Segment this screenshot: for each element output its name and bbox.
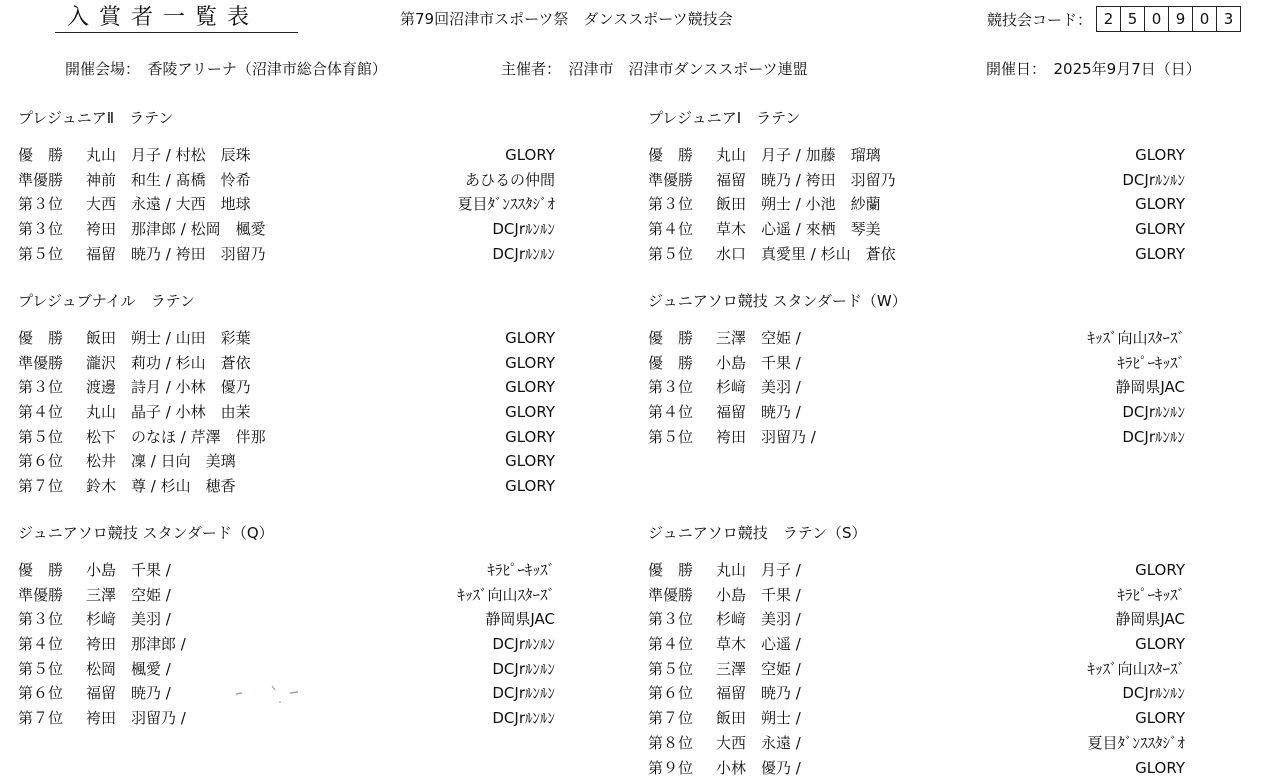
competitor-names: 丸山 月子 / — [716, 558, 801, 582]
placing-label: 第７位 — [18, 706, 63, 730]
club-name: GLORY — [1135, 706, 1185, 730]
result-row — [648, 657, 1185, 682]
results-list — [648, 558, 1185, 780]
competitor-names: 福留 暁乃 / — [86, 681, 171, 705]
results-list — [18, 143, 555, 266]
section-title: ジュニアソロ競技 スタンダード（Q） — [18, 522, 555, 544]
competitor-names: 大西 永遠 / — [716, 731, 801, 755]
result-row — [18, 558, 555, 583]
section-title: ジュニアソロ競技 スタンダード（W） — [648, 290, 1185, 312]
placing-label: 第７位 — [18, 474, 63, 498]
result-row — [18, 607, 555, 632]
competition-code-label: 競技会コード： — [987, 9, 1092, 30]
result-row — [648, 558, 1185, 583]
result-row — [648, 706, 1185, 731]
club-name: DCJrﾙﾝﾙﾝ — [492, 632, 555, 656]
result-row — [18, 351, 555, 376]
placing-label: 第４位 — [18, 632, 63, 656]
competitor-names: 渡邊 詩月 / 小林 優乃 — [86, 375, 251, 399]
competitor-names: 飯田 朔士 / 山田 彩葉 — [86, 326, 251, 350]
competitor-names: 三澤 空姫 / — [86, 583, 171, 607]
placing-label: 第８位 — [648, 731, 693, 755]
placing-label: 第７位 — [648, 706, 693, 730]
competitor-names: 大西 永遠 / 大西 地球 — [86, 192, 251, 216]
club-name: ｷｯｽﾞ向山ｽﾀｰｽﾞ — [1087, 326, 1185, 350]
club-name: GLORY — [505, 375, 555, 399]
club-name: GLORY — [505, 449, 555, 473]
placing-label: 優 勝 — [18, 143, 63, 167]
result-row — [648, 607, 1185, 632]
placing-label: 第４位 — [18, 400, 63, 424]
results-section — [648, 522, 1185, 780]
placing-label: 第５位 — [18, 657, 63, 681]
placing-label: 優 勝 — [648, 558, 693, 582]
placing-label: 第３位 — [18, 375, 63, 399]
placing-label: 第５位 — [18, 425, 63, 449]
club-name: GLORY — [1135, 143, 1185, 167]
club-name: DCJrﾙﾝﾙﾝ — [1122, 168, 1185, 192]
result-row — [18, 706, 555, 731]
club-name: 静岡県JAC — [485, 607, 555, 631]
ink-smudge — [232, 684, 302, 704]
organizer-info: 主催者： 沼津市 沼津市ダンススポーツ連盟 — [501, 58, 808, 80]
placing-label: 優 勝 — [648, 143, 693, 167]
competitor-names: 丸山 晶子 / 小林 由茉 — [86, 400, 251, 424]
placing-label: 準優勝 — [648, 168, 693, 192]
placing-label: 第５位 — [18, 242, 63, 266]
venue-info: 開催会場： 香陵アリーナ（沼津市総合体育館） — [65, 58, 387, 80]
placing-label: 第３位 — [648, 375, 693, 399]
competitor-names: 松下 のなほ / 芹澤 伴那 — [86, 425, 266, 449]
competitor-names: 杉﨑 美羽 / — [716, 607, 801, 631]
placing-label: 第３位 — [18, 607, 63, 631]
result-row — [648, 756, 1185, 780]
competition-code-boxes — [1096, 6, 1241, 32]
result-row — [18, 192, 555, 217]
result-row — [648, 242, 1185, 267]
section-title: プレジュニアⅠ ラテン — [648, 107, 1185, 129]
results-section — [648, 290, 1185, 449]
club-name: GLORY — [1135, 242, 1185, 266]
competition-code — [987, 6, 1241, 32]
result-row — [18, 168, 555, 193]
competitor-names: 杉﨑 美羽 / — [86, 607, 171, 631]
competitor-names: 鈴木 尊 / 杉山 穂香 — [86, 474, 236, 498]
placing-label: 優 勝 — [18, 326, 63, 350]
club-name: GLORY — [505, 400, 555, 424]
competitor-names: 小島 千果 / — [716, 583, 801, 607]
result-row — [648, 192, 1185, 217]
result-row — [18, 449, 555, 474]
placing-label: 準優勝 — [18, 168, 63, 192]
club-name: GLORY — [1135, 192, 1185, 216]
placing-label: 第３位 — [18, 192, 63, 216]
club-name: GLORY — [1135, 632, 1185, 656]
club-name: GLORY — [1135, 756, 1185, 780]
club-name: DCJrﾙﾝﾙﾝ — [492, 242, 555, 266]
placing-label: 第４位 — [648, 400, 693, 424]
competitor-names: 水口 真愛里 / 杉山 蒼依 — [716, 242, 896, 266]
club-name: GLORY — [505, 425, 555, 449]
competitor-names: 福留 暁乃 / 袴田 羽留乃 — [716, 168, 896, 192]
club-name: 夏目ﾀﾞﾝｽｽﾀｼﾞｵ — [457, 192, 555, 216]
competitor-names: 丸山 月子 / 村松 辰珠 — [86, 143, 251, 167]
result-row — [18, 474, 555, 499]
event-title: 第79回沼津市スポーツ祭 ダンススポーツ競技会 — [400, 8, 733, 30]
club-name: ｷﾗﾋﾟｰｷｯｽﾞ — [1117, 351, 1185, 375]
competitor-names: 小島 千果 / — [716, 351, 801, 375]
results-list — [18, 558, 555, 731]
result-row — [648, 681, 1185, 706]
placing-label: 準優勝 — [18, 351, 63, 375]
results-section — [18, 290, 555, 499]
result-row — [648, 583, 1185, 608]
club-name: ｷﾗﾋﾟｰｷｯｽﾞ — [1117, 583, 1185, 607]
club-name: DCJrﾙﾝﾙﾝ — [1122, 681, 1185, 705]
placing-label: 第５位 — [648, 425, 693, 449]
placing-label: 第６位 — [18, 681, 63, 705]
club-name: ｷｯｽﾞ向山ｽﾀｰｽﾞ — [1087, 657, 1185, 681]
code-digit: 0 — [1145, 7, 1169, 31]
club-name: 夏目ﾀﾞﾝｽｽﾀｼﾞｵ — [1087, 731, 1185, 755]
club-name: GLORY — [1135, 558, 1185, 582]
competitor-names: 丸山 月子 / 加藤 瑠璃 — [716, 143, 881, 167]
competitor-names: 神前 和生 / 髙橋 怜希 — [86, 168, 251, 192]
competitor-names: 袴田 羽留乃 / — [716, 425, 816, 449]
result-row — [648, 168, 1185, 193]
code-digit: 9 — [1169, 7, 1193, 31]
placing-label: 準優勝 — [648, 583, 693, 607]
club-name: 静岡県JAC — [1115, 607, 1185, 631]
competitor-names: 三澤 空姫 / — [716, 657, 801, 681]
results-list — [648, 326, 1185, 449]
placing-label: 第９位 — [648, 756, 693, 780]
competitor-names: 松井 凜 / 日向 美璃 — [86, 449, 236, 473]
result-row — [18, 143, 555, 168]
result-row — [648, 217, 1185, 242]
date-info: 開催日： 2025年9月7日（日） — [986, 58, 1201, 80]
code-digit: 5 — [1121, 7, 1145, 31]
result-row — [18, 400, 555, 425]
competitor-names: 飯田 朔士 / 小池 紗蘭 — [716, 192, 881, 216]
club-name: あひるの仲間 — [465, 168, 555, 192]
club-name: DCJrﾙﾝﾙﾝ — [1122, 425, 1185, 449]
placing-label: 第５位 — [648, 657, 693, 681]
club-name: ｷｯｽﾞ向山ｽﾀｰｽﾞ — [457, 583, 555, 607]
club-name: GLORY — [505, 326, 555, 350]
result-row — [648, 425, 1185, 450]
result-row — [648, 143, 1185, 168]
placing-label: 優 勝 — [648, 326, 693, 350]
club-name: GLORY — [505, 351, 555, 375]
placing-label: 第６位 — [18, 449, 63, 473]
code-digit: 3 — [1217, 7, 1240, 31]
placing-label: 優 勝 — [18, 558, 63, 582]
result-row — [18, 632, 555, 657]
section-title: プレジュニアⅡ ラテン — [18, 107, 555, 129]
competitor-names: 飯田 朔士 / — [716, 706, 801, 730]
competitor-names: 福留 暁乃 / — [716, 400, 801, 424]
placing-label: 第３位 — [648, 607, 693, 631]
competitor-names: 杉﨑 美羽 / — [716, 375, 801, 399]
competitor-names: 袴田 那津郎 / 松岡 楓愛 — [86, 217, 266, 241]
result-row — [648, 351, 1185, 376]
results-list — [648, 143, 1185, 266]
placing-label: 第４位 — [648, 632, 693, 656]
section-title: ジュニアソロ競技 ラテン（S） — [648, 522, 1185, 544]
result-row — [18, 217, 555, 242]
section-title: プレジュブナイル ラテン — [18, 290, 555, 312]
competitor-names: 小林 優乃 / — [716, 756, 801, 780]
result-row — [18, 583, 555, 608]
placing-label: 第４位 — [648, 217, 693, 241]
results-list — [18, 326, 555, 499]
result-row — [648, 375, 1185, 400]
placing-label: 準優勝 — [18, 583, 63, 607]
result-row — [18, 242, 555, 267]
placing-label: 第５位 — [648, 242, 693, 266]
competitor-names: 小島 千果 / — [86, 558, 171, 582]
placing-label: 第３位 — [648, 192, 693, 216]
code-digit: 0 — [1193, 7, 1217, 31]
code-digit: 2 — [1097, 7, 1121, 31]
competitor-names: 松岡 楓愛 / — [86, 657, 171, 681]
club-name: 静岡県JAC — [1115, 375, 1185, 399]
competitor-names: 草木 心遥 / 來栖 琴美 — [716, 217, 881, 241]
placing-label: 第６位 — [648, 681, 693, 705]
result-row — [648, 326, 1185, 351]
result-row — [18, 425, 555, 450]
result-row — [648, 632, 1185, 657]
result-row — [648, 400, 1185, 425]
competitor-names: 瀧沢 莉功 / 杉山 蒼依 — [86, 351, 251, 375]
club-name: DCJrﾙﾝﾙﾝ — [492, 706, 555, 730]
club-name: GLORY — [505, 143, 555, 167]
club-name: GLORY — [505, 474, 555, 498]
results-section — [18, 107, 555, 266]
placing-label: 優 勝 — [648, 351, 693, 375]
result-row — [18, 657, 555, 682]
club-name: GLORY — [1135, 217, 1185, 241]
results-section — [648, 107, 1185, 266]
club-name: DCJrﾙﾝﾙﾝ — [492, 217, 555, 241]
competitor-names: 草木 心遥 / — [716, 632, 801, 656]
result-row — [18, 326, 555, 351]
club-name: DCJrﾙﾝﾙﾝ — [492, 681, 555, 705]
result-row — [18, 375, 555, 400]
competitor-names: 福留 暁乃 / — [716, 681, 801, 705]
competitor-names: 袴田 那津郎 / — [86, 632, 186, 656]
club-name: DCJrﾙﾝﾙﾝ — [1122, 400, 1185, 424]
placing-label: 第３位 — [18, 217, 63, 241]
competitor-names: 三澤 空姫 / — [716, 326, 801, 350]
club-name: ｷﾗﾋﾟｰｷｯｽﾞ — [487, 558, 555, 582]
result-row — [648, 731, 1185, 756]
club-name: DCJrﾙﾝﾙﾝ — [492, 657, 555, 681]
document-title: 入賞者一覧表 — [55, 4, 298, 33]
competitor-names: 福留 暁乃 / 袴田 羽留乃 — [86, 242, 266, 266]
competitor-names: 袴田 羽留乃 / — [86, 706, 186, 730]
